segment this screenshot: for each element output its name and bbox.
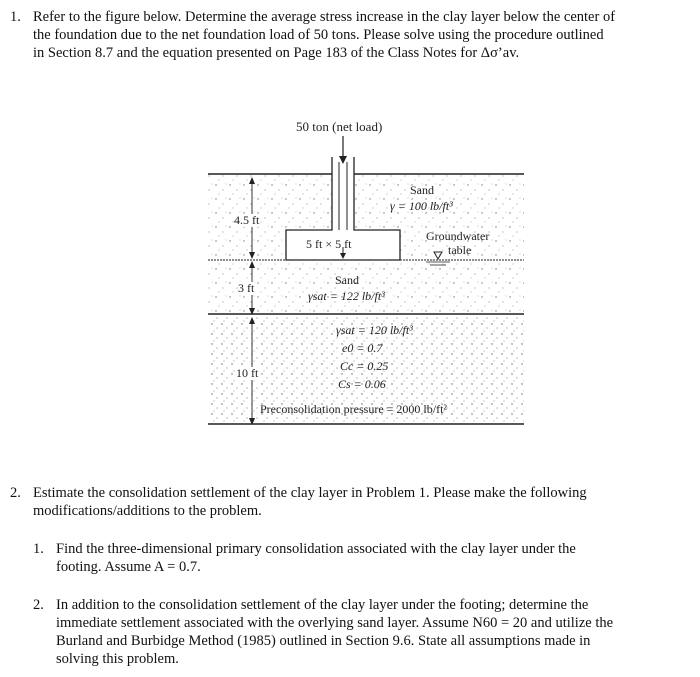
subitem-1-number: 1. <box>33 541 44 557</box>
clay-unit-weight: γsat = 120 lb/ft³ <box>336 323 413 337</box>
dim-10ft: 10 ft <box>236 366 259 380</box>
subitem-1-text <box>56 540 645 576</box>
subitem-2-number: 2. <box>33 597 44 613</box>
subitem-2-line: immediate settlement associated with the overlying sand layer. Assume N60 = 20 and utilize the <box>56 615 614 631</box>
dim-4-5ft: 4.5 ft <box>234 213 260 227</box>
subitem-2-line: solving this problem. <box>56 651 179 667</box>
problem-2-number: 2. <box>10 485 21 501</box>
preconsolidation-label: Preconsolidation pressure = 2000 lb/ft² <box>260 402 448 416</box>
soil-profile-drawing <box>200 112 530 442</box>
clay-compression-index: Cc = 0.25 <box>340 359 389 373</box>
table-label: table <box>448 243 472 257</box>
upper-sand-name: Sand <box>410 183 434 197</box>
clay-void-ratio: e0 = 0.7 <box>342 341 383 355</box>
clay-swell-index: Cs = 0.06 <box>338 377 386 391</box>
lower-sand-unit-weight: γsat = 122 lb/ft³ <box>308 289 385 303</box>
lower-sand-name: Sand <box>335 273 359 287</box>
dim-3ft: 3 ft <box>238 281 255 295</box>
problem-1-line: Refer to the figure below. Determine the average stress increase in the clay layer below the center of <box>33 9 616 25</box>
problem-2-line: Estimate the consolidation settlement of the clay layer in Problem 1. Please make the following <box>33 485 587 501</box>
problem-1-line: the foundation due to the net foundation load of 50 tons. Please solve using the procedure outlined <box>33 27 604 43</box>
problem-1-line: in Section 8.7 and the equation presented on Page 183 of the Class Notes for Δσ’av. <box>33 45 520 61</box>
problem-1-text <box>33 8 645 62</box>
subitem-2-line: In addition to the consolidation settlement of the clay layer under the footing; determine the <box>56 597 589 613</box>
subitem-2-text <box>56 596 645 668</box>
problem-1-number: 1. <box>10 9 21 25</box>
subitem-1-line: footing. Assume A = 0.7. <box>56 559 201 575</box>
subitem-1-line: Find the three-dimensional primary consolidation associated with the clay layer under the <box>56 541 576 557</box>
subitem-2-line: Burland and Burbidge Method (1985) outlined in Section 9.6. State all assumptions made in <box>56 633 591 649</box>
footing-size-label: 5 ft × 5 ft <box>306 237 352 251</box>
load-label: 50 ton (net load) <box>296 119 383 134</box>
problem-2-text <box>33 484 645 520</box>
problem-2-line: modifications/additions to the problem. <box>33 503 262 519</box>
groundwater-label: Groundwater <box>426 229 490 243</box>
foundation-figure <box>200 112 530 442</box>
upper-sand-unit-weight: γ = 100 lb/ft³ <box>390 199 453 213</box>
